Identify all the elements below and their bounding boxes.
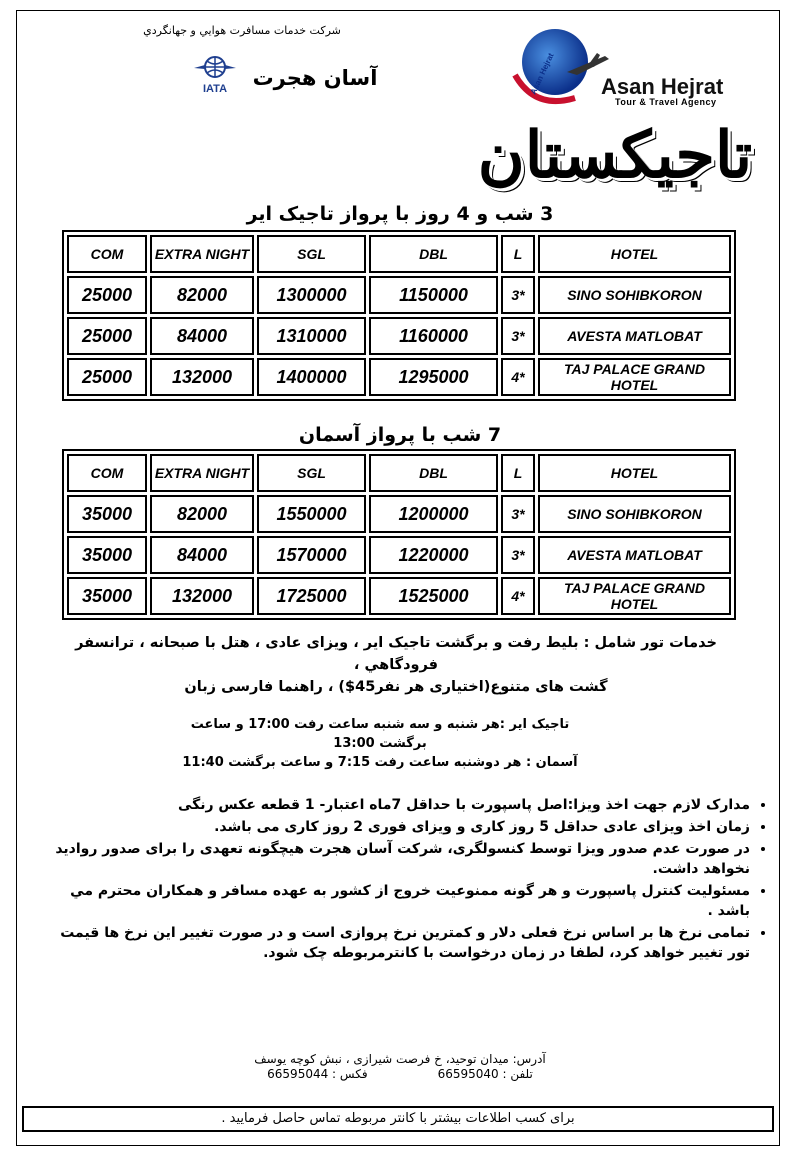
cell-hotel: SINO SOHIBKORON bbox=[538, 276, 731, 314]
notes-list bbox=[40, 795, 772, 965]
list-item: • مسئولیت کنترل پاسپورت و هر گونه ممنوعیت خروج از کشور به عهده مسافر و همکاران محترم مي باشد . bbox=[40, 881, 750, 921]
price-table-1 bbox=[62, 230, 736, 401]
contact-info bbox=[230, 1052, 570, 1082]
table-title-1: 3 شب و 4 روز با پرواز تاجیک ایر bbox=[246, 203, 554, 225]
cell-dbl: 1295000 bbox=[369, 358, 498, 396]
flight-tajik-air: تاجیک ایر :هر شنبه و سه شنبه ساعت رفت 17:00 و ساعت برگشت 13:00 bbox=[190, 717, 570, 751]
cell-sgl: 1570000 bbox=[257, 536, 366, 574]
flight-schedule bbox=[180, 715, 580, 772]
table-title-2: 7 شب با پرواز آسمان bbox=[298, 424, 502, 446]
list-item: • زمان اخذ ویزای عادی حداقل 5 روز کاری و ویزای فوری 2 روز کاری می باشد. bbox=[40, 817, 750, 837]
cell-sgl: 1550000 bbox=[257, 495, 366, 533]
cell-level: 3* bbox=[501, 495, 535, 533]
cell-hotel: SINO SOHIBKORON bbox=[538, 495, 731, 533]
footer-banner: برای کسب اطلاعات بیشتر با کانتر مربوطه تماس حاصل فرمایید . bbox=[22, 1106, 774, 1132]
table-row bbox=[67, 317, 731, 355]
cell-level: 3* bbox=[501, 317, 535, 355]
services-line-2: گشت های متنوع(اختیاری هر نفر45$) ، راهنما فارسی زبان bbox=[184, 679, 608, 695]
cell-dbl: 1160000 bbox=[369, 317, 498, 355]
cell-hotel: TAJ PALACE GRAND HOTEL bbox=[538, 358, 731, 396]
cell-hotel: AVESTA MATLOBAT bbox=[538, 317, 731, 355]
cell-extra-night: 82000 bbox=[150, 495, 254, 533]
brand-title: Asan Hejrat bbox=[601, 74, 724, 99]
list-item: • تمامی نرخ ها بر اساس نرخ فعلی دلار و کمترین نرخ پروازی است و در صورت تغییر این نرخ ها قیمت تور تغییر خواهد کرد، لطفا در زمان درخواست با کانترمربوطه چک شود. bbox=[40, 923, 750, 963]
phone-fax-row bbox=[230, 1067, 570, 1082]
table-header-row bbox=[67, 454, 731, 492]
flight-aseman: آسمان : هر دوشنبه ساعت رفت 7:15 و ساعت برگشت 11:40 bbox=[182, 755, 578, 770]
cell-extra-night: 84000 bbox=[150, 536, 254, 574]
cell-com: 25000 bbox=[67, 358, 147, 396]
brand-subtitle: Tour & Travel Agency bbox=[615, 97, 717, 107]
header-com: COM bbox=[67, 235, 147, 273]
cell-sgl: 1300000 bbox=[257, 276, 366, 314]
cell-com: 25000 bbox=[67, 317, 147, 355]
table-row bbox=[67, 358, 731, 396]
cell-level: 3* bbox=[501, 276, 535, 314]
cell-level: 4* bbox=[501, 577, 535, 615]
company-tagline: شرکت خدمات مسافرت هوايي و جهانگردي bbox=[143, 24, 341, 37]
price-table-2 bbox=[62, 449, 736, 620]
header-hotel: HOTEL bbox=[538, 235, 731, 273]
fax: فکس : 66595044 bbox=[267, 1067, 368, 1081]
services-line-1: خدمات تور شامل : بلیط رفت و برگشت تاجیک ایر ، ویزای عادی ، هتل با صبحانه ، ترانسفر فرودگاهي ، bbox=[75, 635, 717, 673]
cell-dbl: 1200000 bbox=[369, 495, 498, 533]
cell-extra-night: 84000 bbox=[150, 317, 254, 355]
cell-dbl: 1150000 bbox=[369, 276, 498, 314]
cell-com: 35000 bbox=[67, 577, 147, 615]
logo-arc-text: Asan Hejrat bbox=[528, 51, 556, 96]
cell-extra-night: 82000 bbox=[150, 276, 254, 314]
header-sgl: SGL bbox=[257, 235, 366, 273]
header-extra-night: EXTRA NIGHT bbox=[150, 454, 254, 492]
header-level: L bbox=[501, 454, 535, 492]
cell-extra-night: 132000 bbox=[150, 577, 254, 615]
table-row bbox=[67, 536, 731, 574]
cell-level: 3* bbox=[501, 536, 535, 574]
cell-level: 4* bbox=[501, 358, 535, 396]
phone: تلفن : 66595040 bbox=[437, 1067, 533, 1081]
header-extra-night: EXTRA NIGHT bbox=[150, 235, 254, 273]
cell-extra-night: 132000 bbox=[150, 358, 254, 396]
header-level: L bbox=[501, 235, 535, 273]
page-title: تاجیکستان bbox=[477, 118, 753, 193]
cell-com: 35000 bbox=[67, 495, 147, 533]
list-item: • مدارک لازم جهت اخذ ویزا:اصل پاسپورت با حداقل 7ماه اعتبار- 1 قطعه عکس رنگی bbox=[40, 795, 750, 815]
cell-dbl: 1220000 bbox=[369, 536, 498, 574]
iata-label: IATA bbox=[202, 83, 228, 95]
cell-com: 35000 bbox=[67, 536, 147, 574]
iata-logo-icon bbox=[192, 52, 238, 96]
header-dbl: DBL bbox=[369, 454, 498, 492]
table-row bbox=[67, 276, 731, 314]
cell-dbl: 1525000 bbox=[369, 577, 498, 615]
list-item: • در صورت عدم صدور ویزا توسط کنسولگری، شرکت آسان هجرت هیچگونه تعهدی را برای صدور روادید نخواهد داشت. bbox=[40, 839, 750, 879]
table-row bbox=[67, 495, 731, 533]
address: آدرس: میدان توحید، خ فرصت شیرازی ، نبش کوچه یوسف bbox=[254, 1052, 546, 1066]
header-sgl: SGL bbox=[257, 454, 366, 492]
cell-hotel: AVESTA MATLOBAT bbox=[538, 536, 731, 574]
tour-services bbox=[60, 632, 732, 698]
cell-hotel: TAJ PALACE GRAND HOTEL bbox=[538, 577, 731, 615]
header-dbl: DBL bbox=[369, 235, 498, 273]
company-name: آسان هجرت bbox=[252, 66, 378, 90]
cell-sgl: 1310000 bbox=[257, 317, 366, 355]
cell-com: 25000 bbox=[67, 276, 147, 314]
table-row bbox=[67, 577, 731, 615]
cell-sgl: 1725000 bbox=[257, 577, 366, 615]
table-header-row bbox=[67, 235, 731, 273]
cell-sgl: 1400000 bbox=[257, 358, 366, 396]
header-com: COM bbox=[67, 454, 147, 492]
header-hotel: HOTEL bbox=[538, 454, 731, 492]
